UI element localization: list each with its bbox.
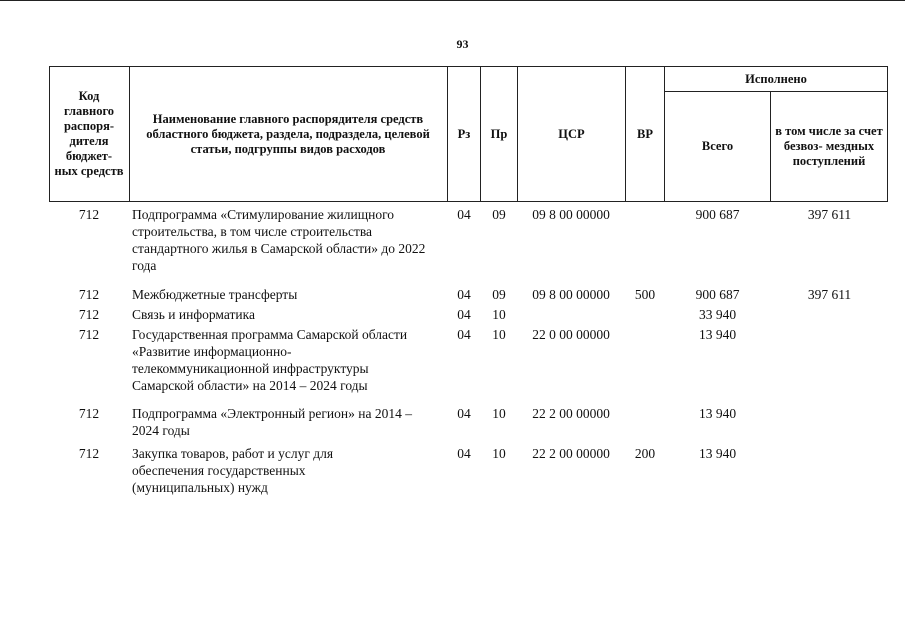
col-line-0 xyxy=(49,66,50,202)
row-pr: 09 xyxy=(492,207,506,222)
row-vr: 200 xyxy=(634,446,656,461)
row-total: 13 940 xyxy=(698,446,737,461)
row-name: Государственная программа Самарской области «Развитие информационно-телекоммуникационной инфраструктуры Самарской области» на 2014 – 2024 годы xyxy=(132,327,408,393)
header-pr: Пр xyxy=(490,126,508,141)
row-csr: 22 0 00 00000 xyxy=(532,327,610,342)
row-name: Межбюджетные трансферты xyxy=(132,287,298,302)
header-bottom-border xyxy=(49,201,888,202)
row-rz: 04 xyxy=(457,287,471,302)
row-rz: 04 xyxy=(457,327,471,342)
row-code: 712 xyxy=(78,207,100,222)
row-total: 33 940 xyxy=(698,307,737,322)
row-name: Закупка товаров, работ и услуг для обеспечения государственных (муниципальных) нужд xyxy=(132,446,334,495)
col-line-8 xyxy=(887,66,888,202)
row-free: 397 611 xyxy=(807,207,852,222)
top-border xyxy=(0,0,905,1)
header-rz: Рз xyxy=(457,126,471,141)
header-csr: ЦСР xyxy=(558,126,585,141)
row-name: Подпрограмма «Электронный регион» на 2014 – 2024 годы xyxy=(132,406,412,438)
row-rz: 04 xyxy=(457,307,471,322)
row-pr: 10 xyxy=(492,327,506,342)
header-name: Наименование главного распорядителя средств областного бюджета, раздела, подраздела, целевой статьи, подгруппы видов расходов xyxy=(146,111,430,156)
row-csr: 22 2 00 00000 xyxy=(532,446,610,461)
row-csr: 09 8 00 00000 xyxy=(532,207,610,222)
table-header xyxy=(49,66,888,202)
row-total: 13 940 xyxy=(698,327,737,342)
row-pr: 10 xyxy=(492,446,506,461)
row-rz: 04 xyxy=(457,406,471,421)
row-csr: 22 2 00 00000 xyxy=(532,406,610,421)
row-code: 712 xyxy=(78,446,100,461)
col-line-7 xyxy=(770,91,771,202)
header-vr: ВР xyxy=(637,126,653,141)
header-top-border xyxy=(49,66,888,67)
page-number: 93 xyxy=(456,37,469,51)
row-code: 712 xyxy=(78,406,100,421)
row-rz: 04 xyxy=(457,446,471,461)
row-csr: 09 8 00 00000 xyxy=(532,287,610,302)
row-pr: 10 xyxy=(492,307,506,322)
header-free: в том числе за счет безвоз- мездных поступлений xyxy=(775,124,883,168)
row-vr: 500 xyxy=(634,287,656,302)
col-line-1 xyxy=(129,66,130,202)
row-pr: 10 xyxy=(492,406,506,421)
row-code: 712 xyxy=(78,327,100,342)
row-rz: 04 xyxy=(457,207,471,222)
header-code: Код главного распоря- дителя бюджет- ных средств xyxy=(54,89,124,178)
row-name: Подпрограмма «Стимулирование жилищного строительства, в том числе строительства стандартного жилья в Самарской области» до 2022 года xyxy=(132,207,426,273)
row-pr: 09 xyxy=(492,287,506,302)
header-total: Всего xyxy=(701,139,734,153)
row-total: 900 687 xyxy=(695,207,740,222)
row-code: 712 xyxy=(78,307,100,322)
row-total: 13 940 xyxy=(698,406,737,421)
header-executed: Исполнено xyxy=(745,71,807,86)
row-code: 712 xyxy=(78,287,100,302)
row-total: 900 687 xyxy=(695,287,740,302)
row-name: Связь и информатика xyxy=(132,307,255,322)
row-free: 397 611 xyxy=(807,287,852,302)
